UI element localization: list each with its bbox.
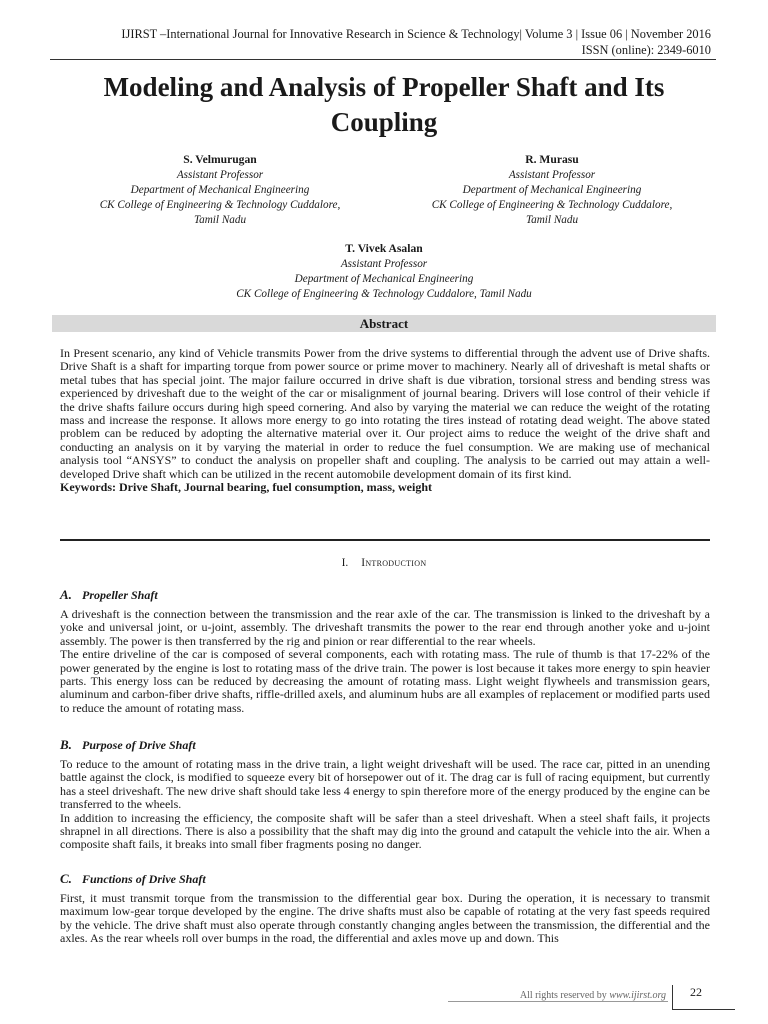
subsection-heading-c xyxy=(60,871,206,887)
rights-text: All rights reserved by xyxy=(519,990,607,1001)
author-dept: Department of Mechanical Engineering xyxy=(462,184,642,196)
author-block-1 xyxy=(60,151,380,228)
footer-divider xyxy=(448,1001,668,1002)
author-place: Tamil Nadu xyxy=(193,214,247,226)
paragraph: A driveshaft is the connection between the transmission and the rear axle of the car. The transmission is linked to the driveshaft by a yoke and universal joint, or u-joint, assembly. The driveshaft transmits the power to the rear end through another yoke and u-joint assembly. The power is then transferred by the rig and pinion or rear differential to the rear wheels. xyxy=(60,607,710,648)
abstract-heading: Abstract xyxy=(52,315,716,332)
title-line-1: Modeling and Analysis of Propeller Shaft and Its xyxy=(103,72,665,102)
subsection-title: Functions of Drive Shaft xyxy=(82,872,206,886)
title-line-2: Coupling xyxy=(330,107,438,137)
paragraph: In addition to increasing the efficiency, the composite shaft will be safer than a steel driveshaft. When a steel shaft fails, it projects shrapnel in all directions. There is also a possibility that the shaft may dig into the ground and catapult the vehicle into the air. When a composite shaft fails, it breaks into small fiber fragments posing no danger. xyxy=(60,810,710,852)
subsection-title: Purpose of Drive Shaft xyxy=(82,738,196,752)
section-title: Introduction xyxy=(361,557,427,569)
journal-header xyxy=(121,26,711,58)
header-divider xyxy=(50,59,716,60)
subsection-letter: C. xyxy=(60,871,72,886)
author-name: T. Vivek Asalan xyxy=(345,242,423,255)
paragraph: First, it must transmit torque from the transmission to the differential gear box. During the operation, it is necessary to transmit maximum low-gear torque developed by the engine. The drive shafts must also be capable of rotating at the very fast speeds required by the vehicle. The drive shaft must also operate through constantly changing angles between the transmission, the differential and the axles. As the rear wheels roll over bumps in the road, the differential and axles move up and down. This xyxy=(60,891,710,946)
author-dept: Department of Mechanical Engineering xyxy=(130,184,310,196)
abstract-text: In Present scenario, any kind of Vehicle transmits Power from the drive systems to differential through the advent use of Drive shafts. Drive Shaft is a shaft for imparting torque from power source or prime mover to machinery. Nearly all of driveshaft is metal shafts or metal tubes that has special joint. The major failure occurred in drive shaft is due vibration, torsional stress and bending stress was experienced by driveshaft due to the weight of the car or misalignment of journal bearing. Drivers will lose control of their vehicle if the drive shafts failure occurs during high speed cornering. And also by varying the material we can reduce the weight of the rotating mass and increase the response. It allows more energy to go into rotating the tires instead of rotating dead weight. The above stated problem can be reduced by adopting the alternative material over it. Our project aims to reduce the weight of the drive shaft and conducting an analysis on it by varying the material in order to reduce the fuel consumption. We are making use of mechanical analysis tool “ANSYS” to conduct the analysis on propeller shaft and coupling. The analysis to be carried out may attain a well-developed Drive shaft which can be utilized in the recent automobile development domain of its first kind. xyxy=(60,346,710,481)
subsection-body-b xyxy=(60,758,710,852)
issn-line: ISSN (online): 2349-6010 xyxy=(581,43,711,57)
author-college: CK College of Engineering & Technology Cuddalore, xyxy=(99,199,341,211)
paragraph: The entire driveline of the car is composed of several components, each with rotating mass. The rule of thumb is that 17-22% of the power generated by the engine is lost to rotating mass of the drive train. The power is lost because it takes more energy to spin heavier parts. This energy loss can be reduced by decreasing the amount of rotating mass. Light weight flywheels and transmission gears, aluminum and carbon-fiber drive shafts, riffle-drilled axels, and aluminum hubs are all examples of replacement or modified parts used to reduce the amount of rotating mass. xyxy=(60,647,710,715)
author-name: R. Murasu xyxy=(525,153,579,166)
paragraph: To reduce to the amount of rotating mass in the drive train, a light weight driveshaft will be used. The race car, pitted in an unending battle against the clock, is modified to squeeze every bit of horsepower out of it. The drag car is full of racing equipment, but currently has a steel driveshaft. The new drive shaft should take less 4 energy to spin therefore more of the energy produced by the engine can be transferred to the wheels. xyxy=(60,757,710,812)
page-number: 22 xyxy=(690,985,702,999)
subsection-heading-b xyxy=(60,737,196,753)
author-block-2 xyxy=(392,151,712,228)
author-role: Assistant Professor xyxy=(176,169,264,181)
author-role: Assistant Professor xyxy=(340,258,428,270)
subsection-letter: B. xyxy=(60,737,72,752)
footer-rights xyxy=(448,990,666,1001)
journal-line: IJIRST –International Journal for Innovative Research in Science & Technology| Volume 3 | Issue 06 | November 2016 xyxy=(121,27,711,41)
paper-title xyxy=(40,70,728,140)
author-dept: Department of Mechanical Engineering xyxy=(294,273,474,285)
subsection-heading-a xyxy=(60,587,158,603)
author-college: CK College of Engineering & Technology Cuddalore, xyxy=(431,199,673,211)
subsection-body-a xyxy=(60,608,710,715)
author-place: Tamil Nadu xyxy=(525,214,579,226)
keywords: Keywords: Drive Shaft, Journal bearing, fuel consumption, mass, weight xyxy=(60,480,433,495)
section-number: I. xyxy=(341,557,349,569)
author-role: Assistant Professor xyxy=(508,169,596,181)
abstract-divider xyxy=(60,539,710,541)
subsection-letter: A. xyxy=(60,587,72,602)
abstract-body xyxy=(60,347,710,494)
subsection-title: Propeller Shaft xyxy=(82,588,158,602)
page-number-frame xyxy=(672,985,735,1010)
section-heading-introduction xyxy=(0,557,768,569)
author-name: S. Velmurugan xyxy=(183,153,257,166)
author-college: CK College of Engineering & Technology Cuddalore, Tamil Nadu xyxy=(236,288,532,300)
author-block-3 xyxy=(184,240,584,302)
subsection-body-c xyxy=(60,892,710,946)
site-link[interactable]: www.ijirst.org xyxy=(609,990,666,1001)
